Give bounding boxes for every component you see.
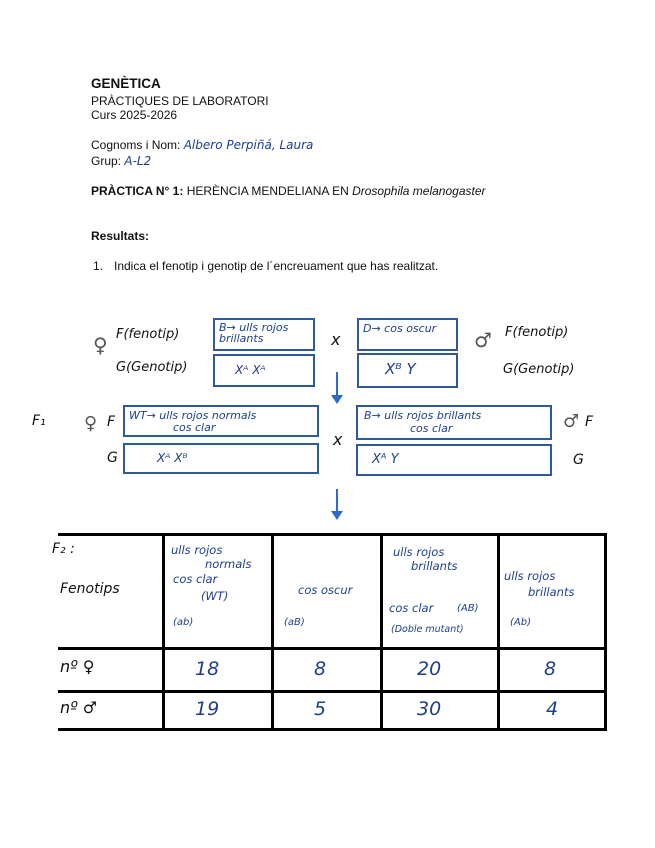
arrowhead-icon: [331, 511, 343, 520]
female-genotype-label: G(Genotip): [116, 360, 188, 375]
male-symbol-p: ♂: [474, 328, 492, 352]
f1-male-phenotype-line2: cos clar: [410, 422, 453, 435]
f1-female-genotype: Xᴬ Xᴮ: [157, 451, 188, 465]
course-title: GENÈTICA: [91, 76, 161, 91]
male-genotype: Xᴮ Y: [385, 360, 416, 378]
arrowhead-icon: [331, 395, 343, 404]
f2-generation-label: F₂ :: [52, 541, 75, 557]
f2-row-label-cell: [58, 649, 164, 692]
name-row: [91, 138, 313, 152]
f2-cell: [273, 692, 382, 730]
female-phenotype-label: F(fenotip): [116, 327, 180, 342]
name-value: Albero Perpiñá, Laura: [183, 138, 314, 152]
question-number: 1.: [93, 259, 104, 273]
male-genotype-label: G(Genotip): [503, 362, 575, 377]
f2-value: 4: [546, 698, 559, 720]
f2-col3-line4: cos clar: [389, 601, 434, 615]
f2-row-male: [58, 692, 606, 730]
f1-female-phenotype-line2: cos clar: [173, 421, 216, 434]
f1-generation-label: F₁: [32, 413, 46, 429]
cross-symbol-f1: x: [333, 430, 343, 449]
f2-value: 19: [195, 698, 220, 720]
f1-female-phenotype-box: [123, 405, 319, 437]
f1-male-phenotype-box: [356, 405, 552, 440]
course-year: Curs 2025-2026: [91, 108, 178, 122]
female-symbol-p: ♀: [93, 333, 108, 357]
f2-col3-line1: ulls rojos: [393, 545, 445, 559]
f2-row-header: Fenotips: [60, 581, 120, 597]
f2-column-header: [499, 535, 606, 649]
f2-col4-line2: brillants: [528, 585, 575, 599]
f2-cell: [382, 649, 499, 692]
female-genotype-box: [213, 354, 315, 387]
f2-column-header: [382, 535, 499, 649]
f2-cell: [499, 649, 606, 692]
f2-col4-code: (Ab): [510, 617, 531, 628]
female-genotype: Xᴬ Xᴬ: [235, 363, 266, 377]
f2-table: [58, 533, 607, 731]
f2-col3-note: (Doble mutant): [391, 624, 464, 635]
f2-col2-code: (aB): [284, 617, 305, 628]
f2-col4-line1: ulls rojos: [504, 569, 556, 583]
f2-value: 8: [314, 658, 327, 680]
practice-title-plain: HERÈNCIA MENDELIANA EN: [186, 184, 349, 198]
results-heading: Resultats:: [91, 229, 150, 243]
f1-female-genotype-box: [123, 443, 319, 474]
practice-title: [91, 184, 486, 198]
f2-value: 30: [417, 698, 442, 720]
f2-row-header-cell: [58, 535, 164, 649]
f1-female-phenotype-line1: WT→ ulls rojos normals: [129, 409, 257, 422]
f2-col3-code: (AB): [457, 603, 479, 614]
f1-male-f-label: F: [585, 414, 594, 430]
f2-row-female: [58, 649, 606, 692]
male-phenotype-box: [357, 318, 458, 351]
arrow-down-icon: [336, 489, 338, 513]
f1-female-g-label: G: [107, 450, 118, 466]
f2-col2-line1: cos oscur: [298, 583, 353, 597]
f1-male-phenotype-line1: B→ ulls rojos brillants: [364, 409, 482, 422]
f2-value: 20: [417, 658, 442, 680]
male-phenotype-label: F(fenotip): [505, 325, 569, 340]
f2-col1-line2: normals: [205, 557, 252, 571]
f2-cell: [164, 692, 273, 730]
f2-cell: [273, 649, 382, 692]
f2-col1-code: (ab): [173, 617, 194, 628]
f2-value: 18: [195, 658, 220, 680]
name-label: Cognoms i Nom:: [91, 138, 181, 152]
female-phenotype-box: [213, 318, 315, 351]
f2-header-row: [58, 535, 606, 649]
f2-value: 8: [544, 658, 557, 680]
f2-column-header: [273, 535, 382, 649]
arrow-down-icon: [336, 372, 338, 396]
male-genotype-box: [357, 353, 458, 388]
practice-label: PRÀCTICA N° 1:: [91, 184, 184, 198]
female-symbol-f1: ♀: [84, 413, 98, 434]
f2-col1-line1: ulls rojos: [171, 543, 223, 557]
female-phenotype: B→ ulls rojos brillants: [219, 321, 289, 345]
f1-male-genotype-box: [356, 444, 552, 476]
f2-col1-line4: (WT): [201, 589, 229, 603]
group-row: [91, 154, 151, 168]
question-text: Indica el fenotip i genotip de l´encreuament que has realitzat.: [114, 259, 439, 273]
practice-title-italic: Drosophila melanogaster: [352, 184, 486, 198]
f1-female-f-label: F: [107, 414, 116, 430]
course-subtitle: PRÀCTIQUES DE LABORATORI: [91, 94, 269, 108]
group-label: Grup:: [91, 154, 122, 168]
cross-symbol-p: x: [331, 330, 341, 349]
male-phenotype: D→ cos oscur: [363, 322, 437, 335]
f1-male-g-label: G: [573, 452, 584, 468]
f2-cell: [164, 649, 273, 692]
f2-col1-line3: cos clar: [173, 572, 218, 586]
f2-value: 5: [314, 698, 327, 720]
f2-row-label-male: nº ♂: [60, 698, 98, 717]
f2-cell: [382, 692, 499, 730]
male-symbol-f1: ♂: [563, 411, 580, 432]
group-value: A-L2: [124, 154, 152, 168]
f2-row-label-female: nº ♀: [60, 657, 95, 676]
f2-cell: [499, 692, 606, 730]
f1-male-genotype: Xᴬ Y: [372, 452, 399, 467]
f2-col3-line2: brillants: [411, 559, 458, 573]
f2-column-header: [164, 535, 273, 649]
f2-row-label-cell: [58, 692, 164, 730]
